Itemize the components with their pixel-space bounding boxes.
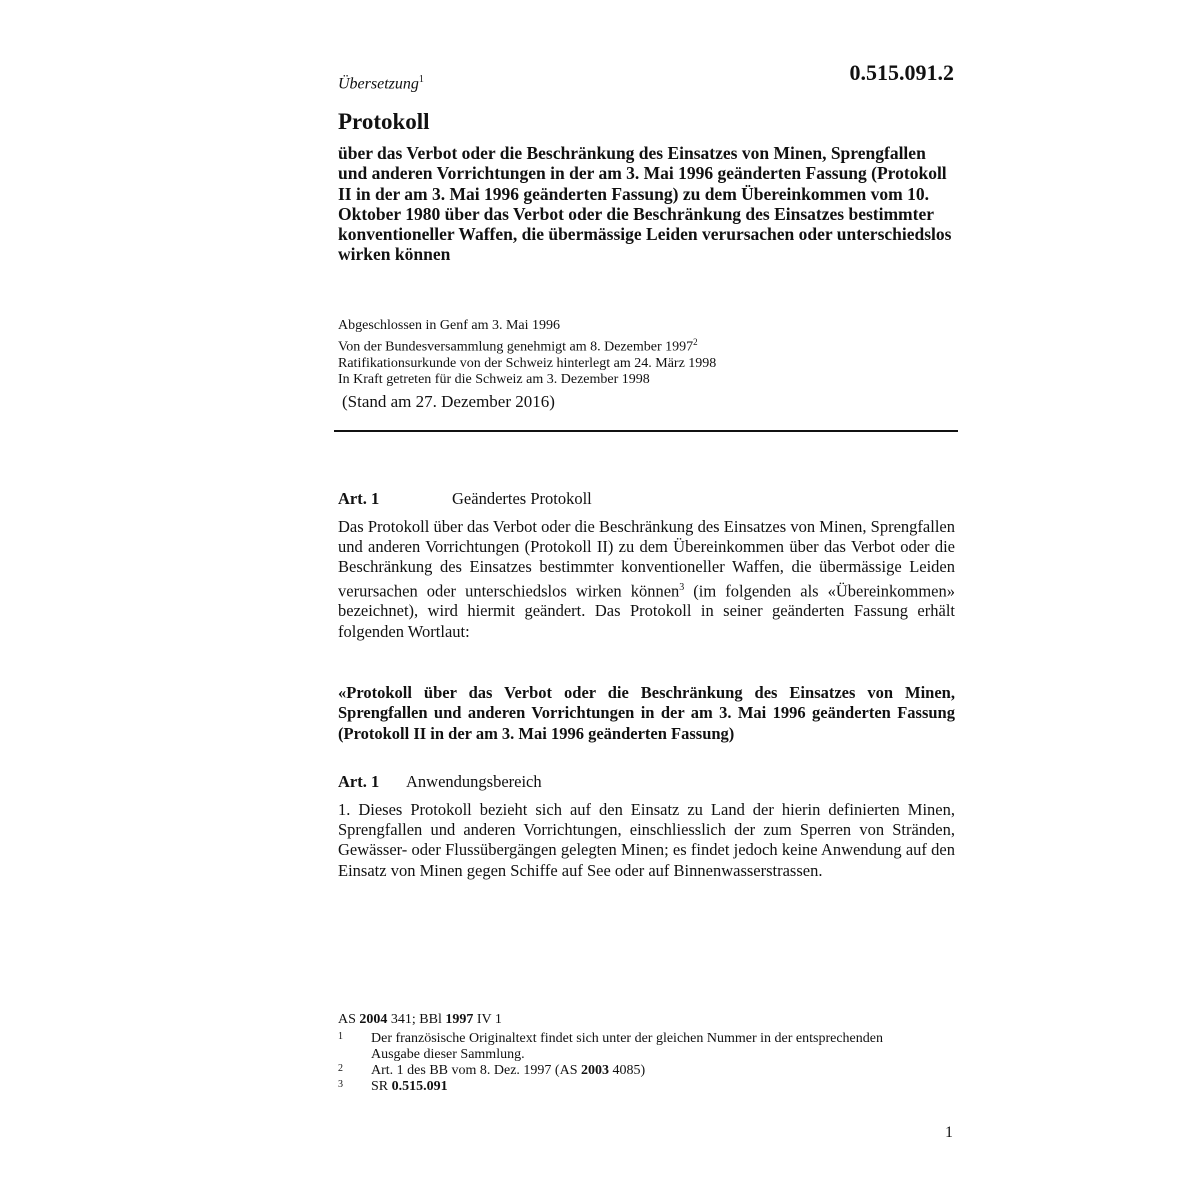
article-1-heading [338, 489, 592, 509]
status-date: (Stand am 27. Dezember 2016) [342, 392, 555, 411]
article-1-scope-heading [338, 772, 542, 792]
footnote-3 [338, 1079, 891, 1095]
footnote-text-part: SR [371, 1079, 392, 1094]
article-title: Anwendungsbereich [406, 772, 542, 791]
meta-in-force: In Kraft getreten für die Schweiz am 3. Dezember 1998 [338, 371, 650, 387]
footnote-text-part: Art. 1 des BB vom 8. Dez. 1997 (AS [371, 1063, 581, 1078]
article-number: Art. 1 [338, 772, 380, 791]
meta-approved-text: Von der Bundesversammlung genehmigt am 8. Dezember 1997 [338, 339, 694, 355]
bbl-rest: IV 1 [473, 1012, 502, 1027]
document-subtitle: über das Verbot oder die Beschränkung des Einsatzes von Minen, Sprengfallen und anderen Vorrichtungen in der am 3. Mai 1996 geänderten Fassung (Protokoll II in der am 3. Mai 1996 geänderten Fassung) zu dem Übereinkommen vom 10. Oktober 1980 über das Verbot oder die Beschränkung des Einsatzes bestimmter konventioneller Waffen, die übermässige Leiden verursachen oder unterschiedslos wirken können [338, 143, 952, 265]
article-title: Geändertes Protokoll [452, 489, 592, 508]
footnote-bold-part: 0.515.091 [391, 1079, 448, 1094]
document-metadata [338, 318, 716, 388]
article-1-text [338, 517, 955, 642]
footnote-bold-part: 2003 [581, 1063, 609, 1078]
footnote-text [371, 1079, 891, 1095]
page-number: 1 [945, 1124, 953, 1141]
meta-concluded: Abgeschlossen in Genf am 3. Mai 1996 [338, 318, 561, 333]
as-prefix: AS [338, 1012, 360, 1027]
footnote-1 [338, 1031, 891, 1062]
bbl-year: 1997 [445, 1012, 474, 1027]
footnote-text-part: 4085) [609, 1063, 646, 1078]
as-mid: 341; BBl [387, 1012, 446, 1027]
header-divider [334, 430, 958, 432]
quoted-protocol-title: «Protokoll über das Verbot oder die Beschränkung des Einsatzes von Minen, Sprengfallen und anderen Vorrichtungen in der am 3. Mai 1996 geänderten Fassung (Protokoll II in der am 3. Mai 1996 geänderten Fassung) [338, 683, 955, 743]
article-1-text-part1: Das Protokoll über das Verbot oder die Beschränkung des Einsatzes von Minen, Sprengfallen und anderen Vorrichtungen (Protokoll II) zu dem Übereinkommen über das Verbot oder die Beschränkung des Einsatzes bestimmter konventioneller Waffen, die übermässige Leiden verursachen oder unterschiedslos wirken können [338, 517, 955, 601]
translation-label: Übersetzung [338, 75, 419, 93]
as-year: 2004 [359, 1012, 388, 1027]
official-collection-ref [338, 1012, 502, 1028]
article-number: Art. 1 [338, 489, 380, 508]
footnote-2 [338, 1063, 891, 1079]
footnote-number: 3 [338, 1079, 343, 1090]
article-1-text-part2: (im folgenden als «Übereinkommen» bezeichnet), wird hiermit geändert. Das Protokoll in seiner geänderten Fassung erhält folgenden Wortlaut: [338, 581, 955, 641]
footnote-ref-2[interactable]: 2 [693, 337, 698, 347]
article-1-scope-text: 1. Dieses Protokoll bezieht sich auf den Einsatz zu Land der hierin definierten Minen, Sprengfallen und anderen Vorrichtungen, einschliesslich der zum Sperren von Stränden, Gewässer- oder Flussübergängen gelegten Minen; es findet jedoch keine Anwendung auf den Einsatz von Minen gegen Schiffe auf See oder auf Binnenwasserstrassen. [338, 800, 955, 880]
document-title: Protokoll [338, 109, 430, 134]
sr-number: 0.515.091.2 [849, 60, 954, 85]
footnote-ref-1[interactable]: 1 [418, 74, 424, 85]
footnote-number: 2 [338, 1063, 343, 1074]
translation-note [338, 74, 424, 93]
footnote-ref-3[interactable]: 3 [679, 581, 685, 593]
footnote-number: 1 [338, 1031, 343, 1042]
meta-approved [338, 334, 716, 356]
footnote-text [371, 1063, 891, 1079]
meta-ratification: Ratifikationsurkunde von der Schweiz hinterlegt am 24. März 1998 [338, 355, 717, 371]
footnote-text: Der französische Originaltext findet sich unter der gleichen Nummer in der entsprechenden Ausgabe dieser Sammlung. [371, 1031, 883, 1062]
